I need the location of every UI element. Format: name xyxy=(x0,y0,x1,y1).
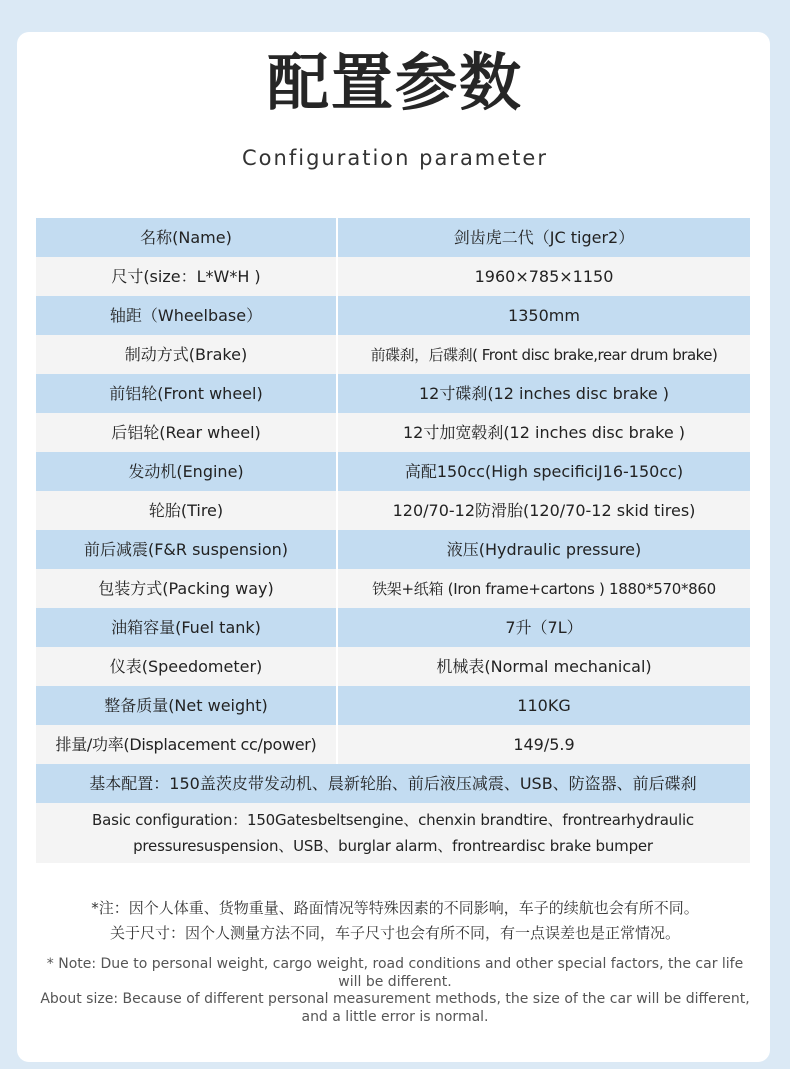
basic-config-cn-row xyxy=(36,764,750,803)
spec-label: 前后减震(F&R suspension) xyxy=(36,530,337,569)
spec-value: 110KG xyxy=(337,686,750,725)
spec-label: 尺寸(size：L*W*H ) xyxy=(36,257,337,296)
note-cn-weight: *注：因个人体重、货物重量、路面情况等特殊因素的不同影响，车子的续航也会有所不同。 xyxy=(91,899,699,917)
basic-config-en-line1: Basic configuration：150Gatesbeltsengine、chenxin brandtire、frontrearhydraulic xyxy=(92,811,694,829)
spec-label: 包装方式(Packing way) xyxy=(36,569,337,608)
spec-value: 液压(Hydraulic pressure) xyxy=(337,530,750,569)
page-title: 配置参数 xyxy=(266,46,523,119)
table-row xyxy=(36,335,750,374)
spec-value: 149/5.9 xyxy=(337,725,750,764)
table-row xyxy=(36,218,750,257)
notes-en xyxy=(40,956,750,1026)
spec-value: 1960×785×1150 xyxy=(337,257,750,296)
table-row xyxy=(36,647,750,686)
spec-label: 前铝轮(Front wheel) xyxy=(36,374,337,413)
note-cn-size: 关于尺寸：因个人测量方法不同，车子尺寸也会有所不同，有一点误差也是正常情况。 xyxy=(109,924,680,942)
spec-label: 排量/功率(Displacement cc/power) xyxy=(36,725,337,764)
spec-value: 7升（7L） xyxy=(337,608,750,647)
notes-cn xyxy=(0,896,790,946)
spec-label: 整备质量(Net weight) xyxy=(36,686,337,725)
table-row xyxy=(36,491,750,530)
basic-config-en-line2: pressuresuspension、USB、burglar alarm、frontreardisc brake bumper xyxy=(133,837,653,855)
table-row xyxy=(36,608,750,647)
note-en-size: About size: Because of different personal measurement methods, the size of the car will be different, and a little error is normal. xyxy=(40,991,750,1025)
table-row xyxy=(36,413,750,452)
spec-label: 发动机(Engine) xyxy=(36,452,337,491)
basic-config-cn: 基本配置：150盖茨皮带发动机、晨新轮胎、前后液压减震、USB、防盗器、前后碟刹 xyxy=(36,764,750,803)
table-row xyxy=(36,530,750,569)
basic-config-en-row xyxy=(36,803,750,863)
table-row xyxy=(36,452,750,491)
spec-label: 轴距（Wheelbase） xyxy=(36,296,337,335)
note-en-weight: * Note: Due to personal weight, cargo weight, road conditions and other special factors, the car life will be different. xyxy=(46,956,744,990)
spec-value: 前碟刹，后碟刹( Front disc brake,rear drum brake) xyxy=(337,335,750,374)
table-row xyxy=(36,686,750,725)
spec-label: 制动方式(Brake) xyxy=(36,335,337,374)
spec-value: 1350mm xyxy=(337,296,750,335)
spec-table xyxy=(36,218,750,863)
spec-value: 高配150cc(High specificiJ16-150cc) xyxy=(337,452,750,491)
spec-label: 后铝轮(Rear wheel) xyxy=(36,413,337,452)
table-row xyxy=(36,296,750,335)
spec-label: 仪表(Speedometer) xyxy=(36,647,337,686)
spec-label: 轮胎(Tire) xyxy=(36,491,337,530)
spec-value: 120/70-12防滑胎(120/70-12 skid tires) xyxy=(337,491,750,530)
table-row xyxy=(36,569,750,608)
spec-value: 12寸加宽毂刹(12 inches disc brake ) xyxy=(337,413,750,452)
spec-value: 铁架+纸箱 (Iron frame+cartons ) 1880*570*860 xyxy=(337,569,750,608)
table-row xyxy=(36,374,750,413)
spec-value: 12寸碟刹(12 inches disc brake ) xyxy=(337,374,750,413)
spec-label: 油箱容量(Fuel tank) xyxy=(36,608,337,647)
page-subtitle: Configuration parameter xyxy=(242,146,548,170)
basic-config-en xyxy=(36,803,750,863)
spec-value: 机械表(Normal mechanical) xyxy=(337,647,750,686)
spec-value: 剑齿虎二代（JC tiger2） xyxy=(337,218,750,257)
spec-label: 名称(Name) xyxy=(36,218,337,257)
table-row xyxy=(36,257,750,296)
table-row xyxy=(36,725,750,764)
